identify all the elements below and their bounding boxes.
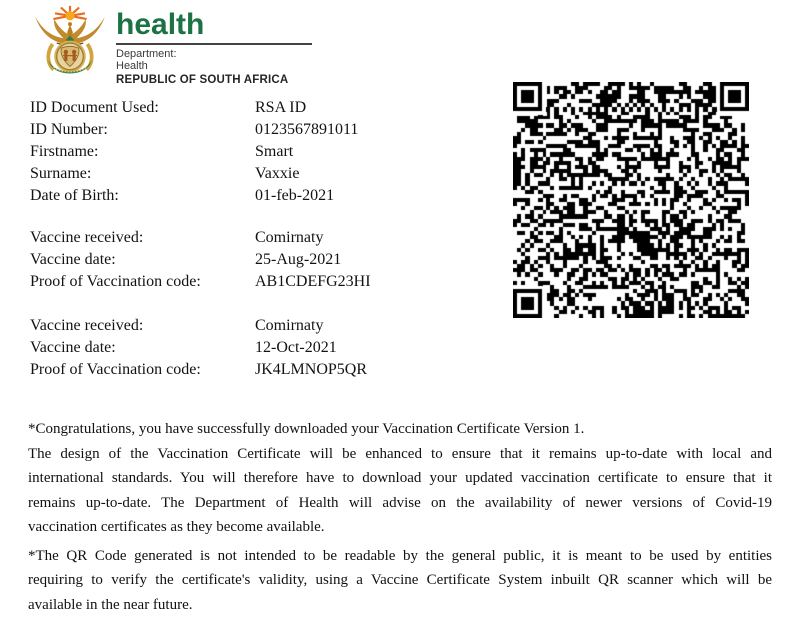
field-label: Surname: (30, 163, 255, 185)
field-value: RSA ID (255, 97, 490, 119)
vaccination-records-section (30, 227, 490, 381)
wordmark-divider (116, 43, 312, 45)
field-label: ID Number: (30, 119, 255, 141)
vaccination-record-1 (30, 227, 490, 293)
field-row (30, 227, 490, 249)
department-label: Department: (116, 48, 312, 60)
footer-line: *The QR Code generated is not intended to be readable by the general public, it is meant to be used by entities (28, 544, 772, 569)
department-wordmark (116, 5, 312, 87)
footer-line: vaccination certificates as they become available. (28, 515, 772, 540)
footer-line: *Congratulations, you have successfully downloaded your Vaccination Certificate Version 1. (28, 417, 772, 442)
footer-notes (28, 417, 772, 617)
field-label: Vaccine received: (30, 227, 255, 249)
field-label: ID Document Used: (30, 97, 255, 119)
field-row (30, 315, 490, 337)
footer-line: available in the near future. (28, 593, 772, 617)
field-value: Vaxxie (255, 163, 490, 185)
field-label: Vaccine date: (30, 337, 255, 359)
field-label: Proof of Vaccination code: (30, 359, 255, 381)
country-label: REPUBLIC OF SOUTH AFRICA (116, 73, 312, 87)
footer-line: remains up-to-date. The Department of Health will advise on the availability of newer versions of Covid-19 (28, 491, 772, 516)
field-row (30, 185, 490, 207)
department-name: Health (116, 60, 312, 72)
field-row (30, 337, 490, 359)
field-value: AB1CDEFG23HI (255, 271, 490, 293)
field-label: Vaccine received: (30, 315, 255, 337)
field-row (30, 359, 490, 381)
identity-fields-section (30, 97, 490, 207)
field-label: Date of Birth: (30, 185, 255, 207)
certificate-fields (30, 97, 490, 381)
south-africa-coat-of-arms-logo (28, 5, 112, 83)
field-row (30, 271, 490, 293)
footer-line: The design of the Vaccination Certificate will be enhanced to ensure that it remains up-to-date with local and (28, 442, 772, 467)
field-value: 25-Aug-2021 (255, 249, 490, 271)
field-row (30, 163, 490, 185)
field-row (30, 141, 490, 163)
vaccination-record-2 (30, 315, 490, 381)
field-value: Comirnaty (255, 227, 490, 249)
field-value: Comirnaty (255, 315, 490, 337)
header (28, 5, 312, 87)
field-row (30, 97, 490, 119)
field-value: JK4LMNOP5QR (255, 359, 490, 381)
field-row (30, 249, 490, 271)
field-value: 01-feb-2021 (255, 185, 490, 207)
field-label: Firstname: (30, 141, 255, 163)
field-label: Proof of Vaccination code: (30, 271, 255, 293)
field-value: 12-Oct-2021 (255, 337, 490, 359)
field-value: Smart (255, 141, 490, 163)
field-row (30, 119, 490, 141)
health-wordmark: health (116, 10, 312, 40)
footer-line: requiring to verify the certificate's validity, using a Vaccine Certificate System inbuilt QR scanner which will be (28, 568, 772, 593)
vaccination-certificate-qr-code (513, 82, 749, 318)
field-value: 0123567891011 (255, 119, 490, 141)
field-label: Vaccine date: (30, 249, 255, 271)
footer-line: international standards. You will therefore have to download your updated vaccination certificate to ensure that it (28, 466, 772, 491)
